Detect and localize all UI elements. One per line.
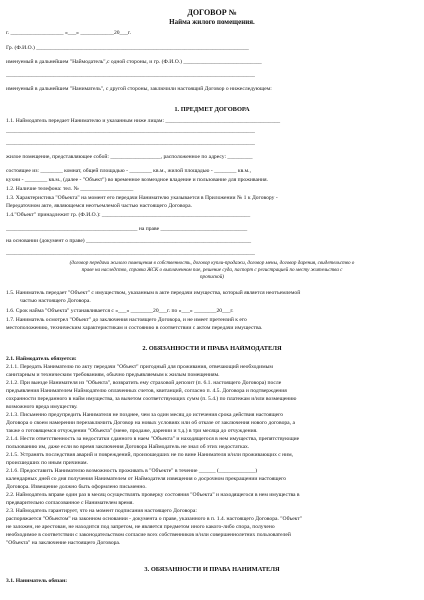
section-1-line: 1.1. Наймодатель передает Нанимателю и указанным ниже лицам: _________________________________________ [6,118,281,124]
section-2-line: санитарным и техническим требованиям, обычно предъявляемым к жилым помещениям. [6,372,220,378]
section-2-line: 2.1.2. При выезде Нанимателя из "Объекта", возвратить ему страховой депозит (п. 6.1. настоящего Договора) после [6,380,282,386]
section-2-line: происшедших по иным причинам. [6,460,88,466]
section-2-line: 2.1.5. Устранять последствия аварий и повреждений, произошедших не по вине Нанимателя и/или проживающих с ним, [6,452,294,458]
section-2-line: предъявления Нанимателем Наймодателю оплаченных счетов, квитанций, согласно п. 4.5. Договора и подтверждения [6,388,287,394]
contract-subtitle: Найма жилого помещения. [169,18,255,26]
section-2-line: распоряжается "Объектом" на законном основании - документа о праве, указанного в п. 1.4. настоящего Договора. "Объект" [6,516,303,522]
section-3-line: 3.1. Наниматель обязан: [6,578,68,584]
section-1-line: _________________________________________________________________________________________ [6,128,255,134]
section-2-line: также о готовящемся отчуждении "Объекта" (мене, продаже, дарении и т.д.) в три месяца до отчуждения. [6,428,258,434]
section-1-line: 1.6. Срок найма "Объекта" устанавливается с «___» ________20___г. по «___» ________20___г. [6,308,234,314]
party-1-line: Гр. (Ф.И.О.) ____________________________________________________________________________ [6,45,249,51]
section-1-line: _________________________________________________________________________________________ [6,250,255,256]
section-2-line: 2.3. Наймодатель гарантирует, что на момент подписания настоящего Договора: [6,508,197,514]
section-1-line: _________________________________________________________________________________________ [6,140,255,146]
party-2-line: _________________________________________________________________________________________ [6,72,255,78]
section-2-line: Договора о своем намерении перезаключить Договор на новых условиях или об отказе от заключения нового договора, а [6,420,295,426]
section-2-line: 2.1. Наймодатель обязуется: [6,356,77,362]
section-1-line: Передаточном акте, являющемся неотъемлемой частью настоящего Договора. [6,203,192,209]
section-2-line: "Объекта" на заключение настоящего Договора. [6,540,121,546]
section-1-line: кухни - ________ кв.м., (далее - "Объект") во временное возмездное владение и пользование для проживания. [6,177,268,183]
section-1-heading: 1. ПРЕДМЕТ ДОГОВОРА [174,106,250,113]
section-1-line: состоящее из: ________ комнат, общей площадью - ________ кв.м., жилой площадью - ________ кв.м., [6,168,251,174]
section-2-line: сохранности переданного в найм имущества, за вычетом соответствующих сумм (п. 5.4.) по платежам и/или возмещению [6,396,297,402]
section-2-heading: 2. ОБЯЗАННОСТИ И ПРАВА НАЙМОДАТЕЛЯ [142,345,282,352]
section-2-line: 2.1.4. Нести ответственность за недостатки сданного в наем "Объекта" и находящегося в нем имущества, препятствующие [6,436,300,442]
section-2-line: 2.1.3. Письменно предупредить Нанимателя не позднее, чем за один месяц до истечения срока действия настоящего [6,412,284,418]
section-1-line: на основании (документ о праве) ___________________________________________________________ [6,238,252,244]
document-types-note: праве на наследство, справка ЖСК о выплаченном пае, решение суда, паспорт с регистрацией по месту жительства с [81,267,343,273]
section-1-line: частью настоящего Договора. [20,298,91,304]
section-2-line: календарных дней со дня получения Нанимателем от Наймодателя извещения о досрочном прекращении настоящего [6,476,287,482]
section-2-line: 2.1.1. Передать Нанимателю по акту передачи "Объект" пригодный для проживания, отвечающий необходимым [6,364,273,370]
section-1-line: местоположению, техническим характеристикам и состоянию в соответствии с актом передачи имущества. [6,325,263,331]
section-2-line: возможного вреда имуществу. [6,404,78,410]
contract-title: ДОГОВОР № [187,8,237,17]
section-2-line: необходимое в соответствии с законодательством согласие всех собственников и/или совершеннолетних пользователей [6,532,291,538]
section-2-line: Договора. Извещение должно быть оформлено письменно. [6,484,147,490]
section-1-line: 1.5. Наниматель передает "Объект" с имуществом, указанным в акте передачи имущества, который является неотъемлемой [6,290,301,296]
section-2-line: 2.2. Наймодатель вправе один раз в месяц осуществлять проверку состояния "Объекта" и находящегося в нем имущества в [6,492,300,498]
place-date-line: г. ___________________ «___» ____________20___г. [6,30,131,36]
section-1-line: 1.2. Наличие телефона: тел. № ___________________ [6,186,134,192]
section-2-line: пользованию им, даже если во время заключения Договора Наймодатель не знал об этих недостатках. [6,444,250,450]
section-1-line: 1.4."Объект" принадлежит гр. (Ф.И.О.): _____________________________________________________ [6,212,251,218]
party-1-role: именуемый в дальнейшем "Наймодатель",с одной стороны, и гр. (Ф.И.О.) ____________________________ [6,59,262,65]
section-1-line: 1.3. Характеристика "Объекта" на момент его передачи Нанимателю указывается в Приложении № 1 к Договору - [6,195,278,201]
party-2-role: именуемый в дальнейшем "Наниматель", с другой стороны, заключили настоящий Договор о нижеследующем: [6,86,272,92]
section-1-line: жилое помещение, представляющее собой: __________________, расположенное по адресу: _________ [6,154,253,160]
section-1-line: 1.7. Наниматель осмотрел "Объект" до заключения настоящего Договора, и не имеет претензий к его [6,317,247,323]
section-2-line: не заложен, не арестован, не находится под запретом, не является предметом иного какого-либо спора, получено [6,524,275,530]
section-3-heading: 3. ОБЯЗАННОСТИ И ПРАВА НАНИМАТЕЛЯ [144,566,280,573]
section-1-line: _______________________________________________ на праве _______________________________ [6,226,248,232]
section-2-line: предварительно согласованное с Нанимателем время. [6,500,134,506]
document-types-note: пропиской) [200,274,224,280]
document-types-note: (договор передачи жилого помещения в собственность, договор купли-продажи, договор мены, договор дарения, свидетельство о [69,260,355,266]
section-2-line: 2.1.6. Предоставить Нанимателю возможность проживать в "Объекте" в течение ______ (_____________) [6,468,258,474]
